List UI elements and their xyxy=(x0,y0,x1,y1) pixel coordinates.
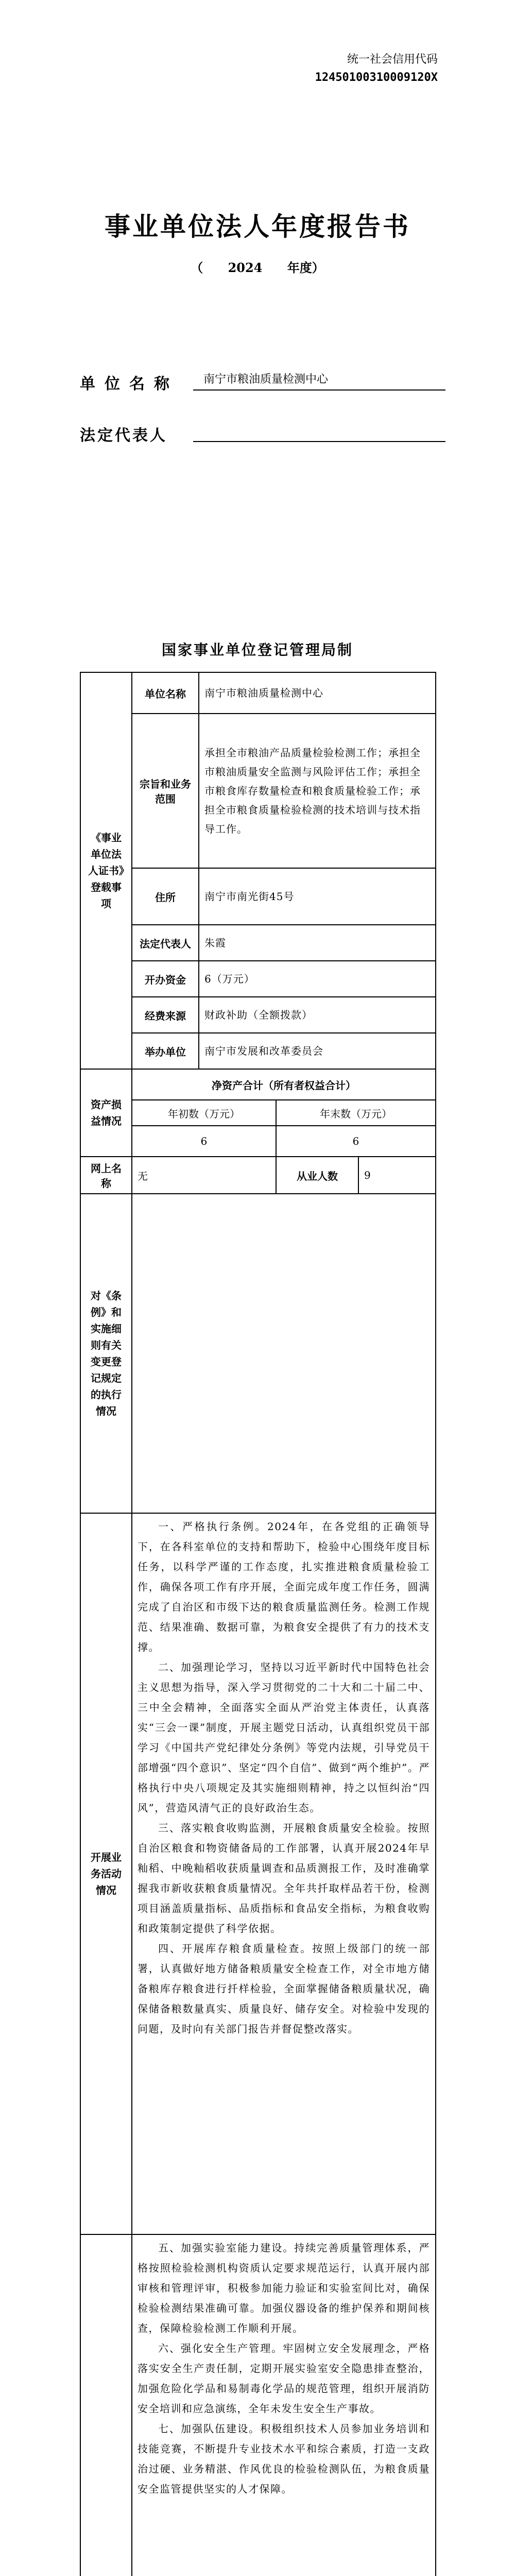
address-value: 南宁市南光街45号 xyxy=(199,868,436,925)
net-assets-label: 净资产合计（所有者权益合计） xyxy=(132,1069,436,1100)
site-label: 网上名称 xyxy=(80,1157,132,1194)
year-end-label: 年末数（万元） xyxy=(276,1100,436,1126)
compliance-label: 对《条例》和实施细则有关变更登记规定的执行情况 xyxy=(80,1194,132,1513)
activities-paragraph: 一、严格执行条例。2024年，在各党组的正确领导下，在各科室单位的支持和帮助下，检验中心围绕年度目标任务，以科学严谨的工作态度，扎实推进粮食质量检验工作，确保各项工作有序开展，全面完成年度工作任务，圆满完成了自治区和市级下达的粮食质量监测任务。检测工作规范、结果准确、数据可靠，为粮食安全提供了有力的技术支撑。 xyxy=(138,1520,430,1653)
staff-value: 9 xyxy=(358,1157,436,1194)
sponsor-label: 举办单位 xyxy=(132,1033,199,1069)
report-year: 2024 xyxy=(228,260,263,275)
activities-text xyxy=(132,1513,436,2234)
activities-paragraph: 五、加强实验室能力建设。持续完善质量管理体系，严格按照检验检测机构资质认定要求规范运行，认真开展内部审核和管理评审，积极参加能力验证和实验室间比对，确保检验检测结果准确可靠。加强仪器设备的维护保养和期间核查，保障检验检测工作顺利开展。 xyxy=(138,2242,430,2334)
capital-label: 开办资金 xyxy=(132,961,199,997)
year-begin-label: 年初数（万元） xyxy=(132,1100,276,1126)
activities-paragraph: 二、加强理论学习，坚持以习近平新时代中国特色社会主义思想为指导，深入学习贯彻党的二十大和二十届二中、三中全会精神，全面落实全面从严治党主体责任，认真落实“三会一课”制度，开展主题党日活动，认真组织党员干部学习《中国共产党纪律处分条例》等党内法规，引导党员干部增强“四个意识”、坚定“四个自信”、做到“两个维护”。严格执行中央八项规定及其实施细则精神，持之以恒纠治“四风”，营造风清气正的良好政治生态。 xyxy=(138,1661,430,1814)
unit-name-label: 单位名称 xyxy=(132,672,199,714)
form-title: 国家事业单位登记管理局制 xyxy=(161,641,353,658)
compliance-value xyxy=(132,1194,436,1513)
year-begin-value: 6 xyxy=(132,1126,276,1157)
activities-paragraph: 七、加强队伍建设。积极组织技术人员参加业务培训和技能竞赛，不断提升专业技术水平和综合素质，打造一支政治过硬、业务精湛、作风优良的检验检测队伍，为粮食质量安全监管提供坚实的人才保障。 xyxy=(138,2422,430,2495)
funding-label: 经费来源 xyxy=(132,997,199,1033)
year-open: （ xyxy=(191,260,203,275)
cover-unit-name-value: 南宁市粮油质量检测中心 xyxy=(193,371,445,391)
activities-text-continued xyxy=(132,2234,436,2576)
legal-label: 法定代表人 xyxy=(132,925,199,961)
credit-code-label: 统一社会信用代码 xyxy=(347,53,438,66)
activities-paragraph: 四、开展库存粮食质量检查。按照上级部门的统一部署，认真做好地方储备粮质量安全检查工作，对全市地方储备粮库存粮食进行扦样检验，全面掌握储备粮质量状况，确保储备粮数量真实、质量良好、储存安全。对检验中发现的问题，及时向有关部门报告并督促整改落实。 xyxy=(138,1942,430,2035)
assets-side-label: 资产损益情况 xyxy=(80,1069,132,1157)
activities-continued-side xyxy=(80,2234,132,2576)
cover-unit-name-row xyxy=(80,371,329,394)
sponsor-value: 南宁市发展和改革委员会 xyxy=(199,1033,436,1069)
cover-legal-rep-value xyxy=(193,422,445,442)
unit-name-value: 南宁市粮油质量检测中心 xyxy=(199,672,436,714)
report-title: 事业单位法人年度报告书 xyxy=(105,211,410,242)
legal-value: 朱霞 xyxy=(199,925,436,961)
certificate-side-title: 《事业单位法人证书》登载事项 xyxy=(80,672,132,1069)
activities-paragraph: 三、落实粮食收购监测，开展粮食质量安全检验。按照自治区粮食和物资储备局的工作部署，认真开展2024年早籼稻、中晚籼稻收获质量调查和品质测报工作，及时准确掌握我市新收获粮食质量情况。全年共扦取样品若干份，检测项目涵盖质量指标、品质指标和食品安全指标，为粮食收购和政策制定提供了科学依据。 xyxy=(138,1822,430,1935)
activities-paragraph: 六、强化安全生产管理。牢固树立安全发展理念，严格落实安全生产责任制，定期开展实验室安全隐患排查整治，加强危险化学品和易制毒化学品的规范管理，组织开展消防安全培训和应急演练，全年未发生安全生产事故。 xyxy=(138,2342,430,2415)
purpose-label: 宗旨和业务范围 xyxy=(132,714,199,868)
purpose-value: 承担全市粮油产品质量检验检测工作；承担全市粮油质量安全监测与风险评估工作；承担全市粮食库存数量检查和粮食质量检验工作；承担全市粮食质量检验检测的技术培训与技术指导工作。 xyxy=(199,714,436,868)
credit-code-value: 12450100310009120X xyxy=(315,71,438,84)
funding-value: 财政补助（全额拨款） xyxy=(199,997,436,1033)
cover-legal-rep-row xyxy=(80,422,183,445)
year-suffix: 年度） xyxy=(287,260,324,275)
registration-table xyxy=(80,672,436,2576)
site-value: 无 xyxy=(132,1157,276,1194)
address-label: 住所 xyxy=(132,868,199,925)
cover-unit-name-label: 单位名称 xyxy=(80,375,179,393)
capital-value: 6（万元） xyxy=(199,961,436,997)
staff-label: 从业人数 xyxy=(276,1157,358,1194)
year-end-value: 6 xyxy=(276,1126,436,1157)
cover-legal-rep-label: 法定代表人 xyxy=(80,427,167,445)
report-year-line xyxy=(0,258,515,276)
report-form xyxy=(80,639,435,2576)
activities-label: 开展业务活动情况 xyxy=(80,1513,132,2234)
